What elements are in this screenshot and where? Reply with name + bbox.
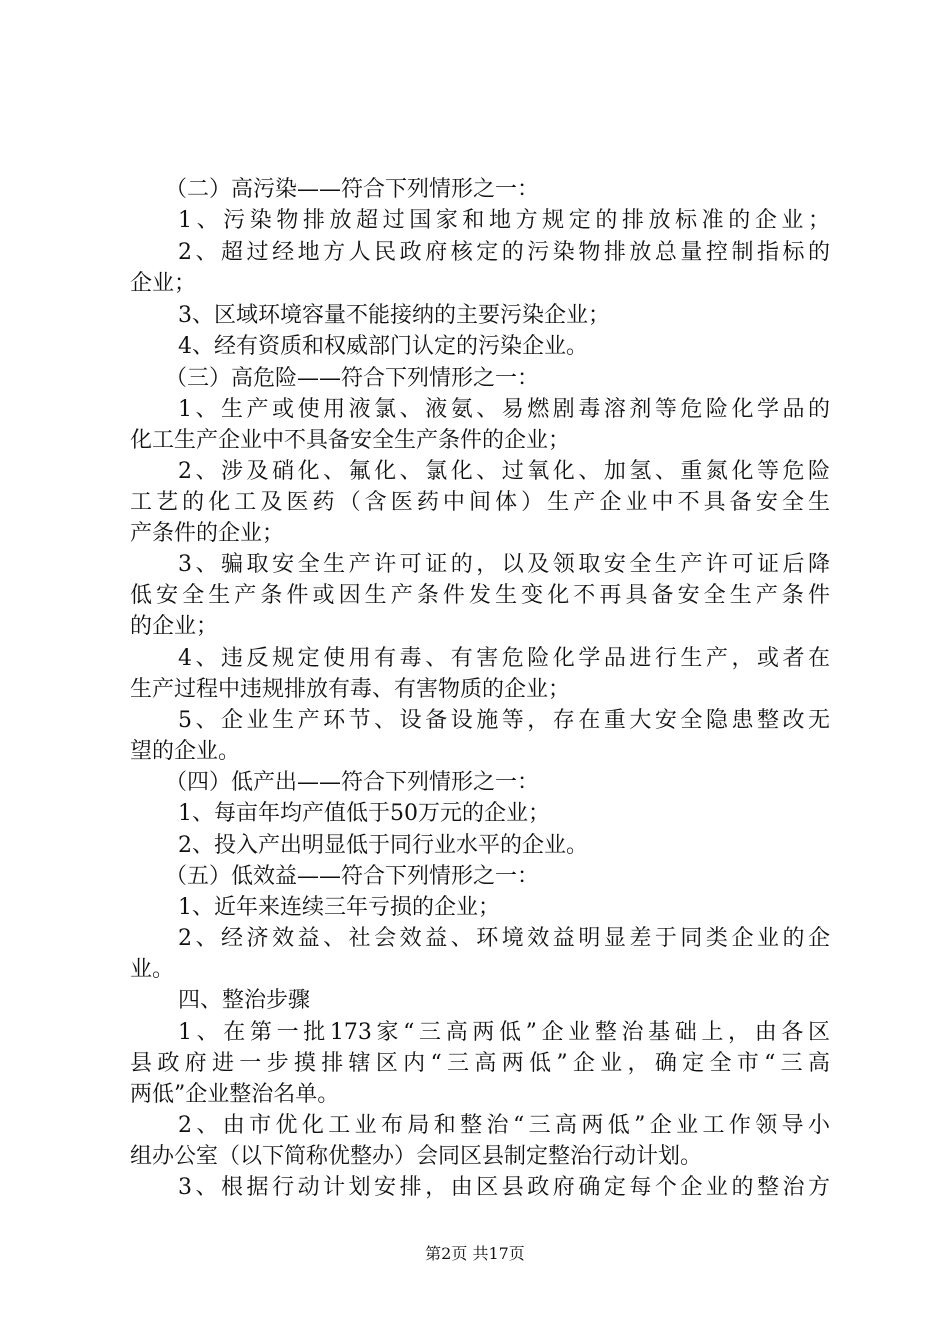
page-number-label: 第2页 共17页: [425, 1244, 525, 1263]
paragraph-line: 3、根据行动计划安排，由区县政府确定每个企业的整治方: [178, 1175, 830, 1200]
paragraph-line: 2、经济效益、社会效益、环境效益明显差于同类企业的企: [178, 926, 830, 951]
paragraph-line: 1、污染物排放超过国家和地方规定的排放标准的企业；: [178, 208, 830, 233]
subheading-low-output: （四）低产出——符合下列情形之一：: [165, 770, 540, 795]
paragraph-line: 3、区域环境容量不能接纳的主要污染企业；: [178, 303, 610, 328]
section-heading-steps: 四、整治步骤: [178, 988, 311, 1013]
subheading-low-benefit: （五）低效益——符合下列情形之一：: [165, 864, 540, 889]
paragraph-line: 两低”企业整治名单。: [130, 1082, 340, 1107]
paragraph-line: 工艺的化工及医药（含医药中间体）生产企业中不具备安全生: [130, 490, 830, 515]
paragraph-line: 1、每亩年均产值低于50万元的企业；: [178, 801, 550, 826]
paragraph-line: 1、在第一批173家“三高两低”企业整治基础上，由各区: [178, 1020, 830, 1045]
subheading-high-risk: （三）高危险——符合下列情形之一：: [165, 366, 540, 391]
paragraph-line: 产条件的企业；: [130, 521, 285, 546]
paragraph-line: 5、企业生产环节、设备设施等，存在重大安全隐患整改无: [178, 708, 830, 733]
paragraph-line: 化工生产企业中不具备安全生产条件的企业；: [130, 428, 571, 453]
paragraph-line: 生产过程中违规排放有毒、有害物质的企业；: [130, 677, 571, 702]
paragraph-line: 2、超过经地方人民政府核定的污染物排放总量控制指标的: [178, 240, 830, 265]
paragraph-line: 4、经有资质和权威部门认定的污染企业。: [178, 334, 588, 359]
paragraph-line: 3、骗取安全生产许可证的，以及领取安全生产许可证后降: [178, 552, 830, 577]
paragraph-line: 望的企业。: [130, 739, 241, 764]
paragraph-line: 2、投入产出明显低于同行业水平的企业。: [178, 833, 588, 858]
paragraph-line: 4、违反规定使用有毒、有害危险化学品进行生产，或者在: [178, 646, 830, 671]
paragraph-line: 业。: [130, 957, 175, 982]
paragraph-line: 1、生产或使用液氯、液氨、易燃剧毒溶剂等危险化学品的: [178, 397, 830, 422]
paragraph-line: 县政府进一步摸排辖区内“三高两低”企业，确定全市“三高: [130, 1051, 830, 1076]
page-footer: [0, 1243, 950, 1265]
paragraph-line: 企业；: [130, 271, 197, 296]
paragraph-line: 低安全生产条件或因生产条件发生变化不再具备安全生产条件: [130, 583, 830, 608]
paragraph-line: 组办公室（以下简称优整办）会同区县制定整治行动计划。: [130, 1144, 703, 1169]
paragraph-line: 2、涉及硝化、氟化、氯化、过氧化、加氢、重氮化等危险: [178, 459, 830, 484]
paragraph-line: 1、近年来连续三年亏损的企业；: [178, 895, 500, 920]
paragraph-line: 的企业；: [130, 614, 219, 639]
subheading-high-pollution: （二）高污染——符合下列情形之一：: [165, 177, 540, 202]
paragraph-line: 2、由市优化工业布局和整治“三高两低”企业工作领导小: [178, 1113, 830, 1138]
